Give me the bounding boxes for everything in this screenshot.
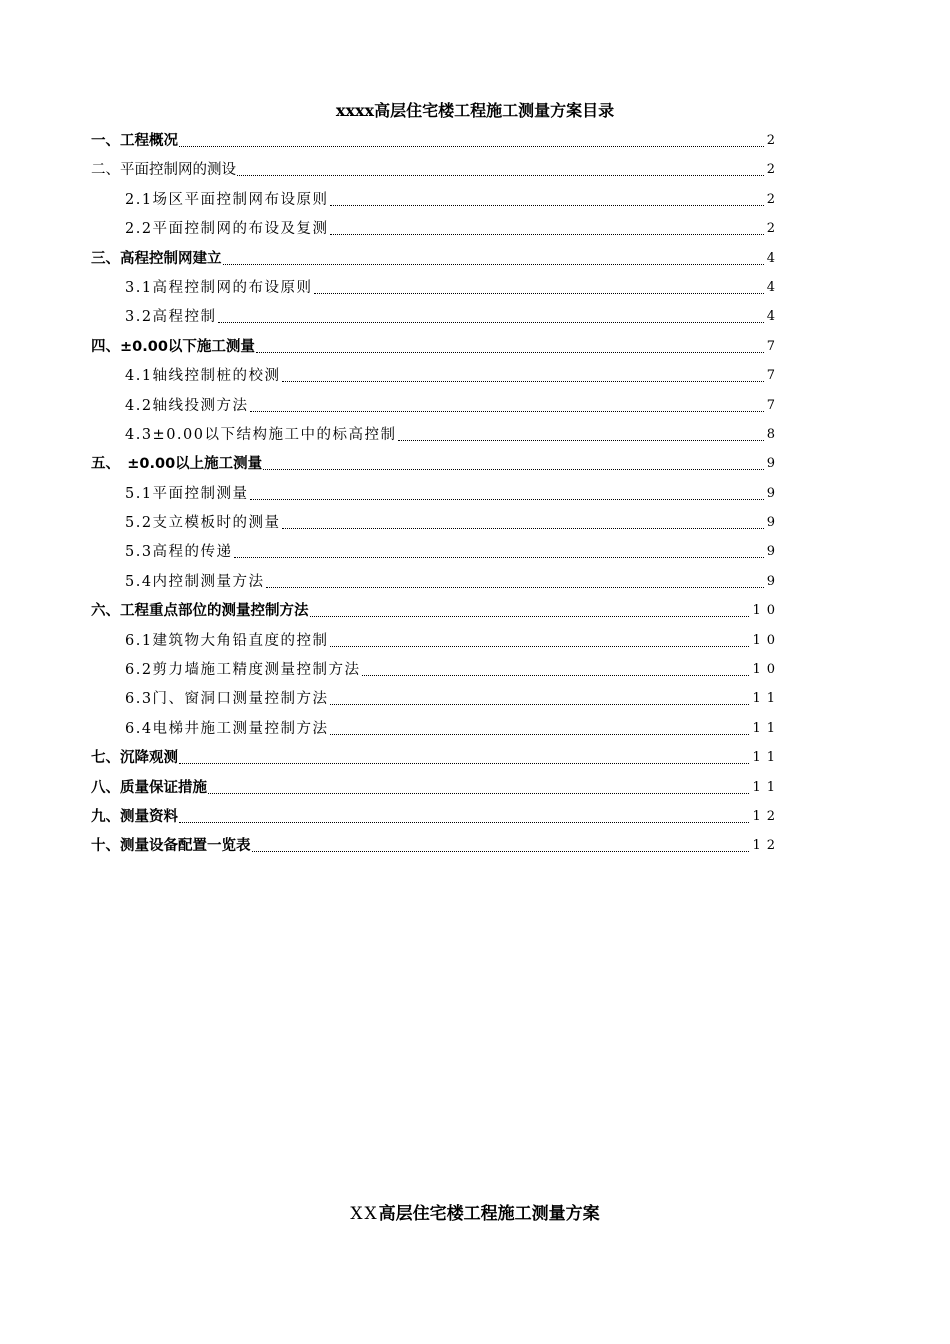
toc-entry-label: 4.3±0.00以下结构施工中的标高控制 [125, 426, 397, 443]
toc-entry-page-number: 7 [766, 338, 775, 354]
toc-entry[interactable] [0, 687, 950, 716]
toc-dot-leader [263, 469, 764, 470]
toc-entry[interactable] [0, 188, 950, 217]
toc-dot-leader [252, 851, 750, 852]
toc-dot-leader [330, 234, 764, 235]
toc-entry-page-number: 10 [752, 662, 781, 678]
toc-dot-leader [330, 734, 750, 735]
toc-entry-label: 八、质量保证措施 [91, 779, 207, 796]
toc-dot-leader [398, 440, 764, 441]
toc-dot-leader [282, 528, 764, 529]
toc-dot-leader [237, 175, 764, 176]
toc-entry-page-number: 7 [766, 397, 775, 413]
table-of-contents [0, 129, 950, 864]
toc-entry-label: 3.1高程控制网的布设原则 [125, 279, 313, 296]
toc-entry-label: 四、±0.00以下施工测量 [91, 338, 255, 355]
toc-entry-label: 一、工程概况 [91, 133, 178, 149]
toc-entry-page-number: 4 [766, 309, 775, 325]
toc-entry-page-number: 9 [766, 456, 775, 472]
toc-entry[interactable] [0, 158, 950, 187]
toc-dot-leader [179, 763, 749, 764]
toc-entry-label: 5.2支立模板时的测量 [125, 515, 281, 532]
toc-entry[interactable] [0, 247, 950, 276]
toc-entry[interactable] [0, 658, 950, 687]
toc-dot-leader [362, 675, 750, 676]
toc-entry-page-number: 2 [766, 221, 775, 237]
toc-entry-page-number: 7 [766, 368, 775, 384]
toc-dot-leader [179, 146, 764, 147]
toc-entry[interactable] [0, 776, 950, 805]
toc-dot-leader [250, 411, 764, 412]
toc-dot-leader [208, 793, 749, 794]
toc-entry-page-number: 8 [766, 426, 775, 442]
toc-dot-leader [310, 616, 750, 617]
toc-entry-page-number: 9 [766, 485, 775, 501]
toc-dot-leader [179, 822, 749, 823]
document-title-prefix: XX [350, 1204, 379, 1224]
toc-entry-page-number: 9 [766, 515, 775, 531]
toc-entry-page-number: 9 [766, 573, 775, 589]
toc-entry[interactable] [0, 805, 950, 834]
toc-entry-label: 5.1平面控制测量 [125, 485, 249, 502]
toc-entry[interactable] [0, 834, 950, 863]
toc-entry-label: 六、工程重点部位的测量控制方法 [91, 603, 309, 620]
toc-entry-label: 4.1轴线控制桩的校测 [125, 368, 281, 385]
toc-dot-leader [282, 381, 764, 382]
toc-dot-leader [223, 264, 764, 265]
toc-title: xxxx高层住宅楼工程施工测量方案目录 [335, 101, 615, 120]
toc-entry-label: 6.4电梯井施工测量控制方法 [125, 720, 329, 737]
toc-entry[interactable] [0, 482, 950, 511]
document-title-main: 高层住宅楼工程施工测量方案 [378, 1204, 600, 1224]
toc-dot-leader [256, 352, 764, 353]
toc-entry-page-number: 4 [766, 279, 775, 295]
document-title [0, 1202, 950, 1226]
toc-entry-label: 5.3高程的传递 [125, 544, 233, 561]
toc-entry[interactable] [0, 364, 950, 393]
toc-entry-page-number: 12 [752, 808, 781, 824]
toc-entry[interactable] [0, 129, 950, 158]
toc-entry[interactable] [0, 276, 950, 305]
toc-entry[interactable] [0, 423, 950, 452]
toc-entry-label: 二、平面控制网的测设 [91, 162, 236, 179]
toc-dot-leader [330, 646, 750, 647]
toc-dot-leader [330, 205, 764, 206]
toc-dot-leader [250, 499, 764, 500]
toc-entry-page-number: 10 [752, 632, 781, 648]
toc-entry-page-number: 2 [766, 133, 775, 148]
toc-entry-label: 6.3门、窗洞口测量控制方法 [125, 691, 329, 708]
toc-entry-label: 九、测量资料 [91, 808, 178, 825]
toc-entry-label: 2.2平面控制网的布设及复测 [125, 221, 329, 238]
toc-entry[interactable] [0, 335, 950, 364]
toc-entry-page-number: 4 [766, 250, 775, 266]
toc-entry-page-number: 12 [752, 838, 781, 854]
toc-entry-page-number: 10 [752, 603, 781, 619]
toc-entry-label: 5.4内控制测量方法 [125, 573, 265, 590]
toc-dot-leader [266, 587, 764, 588]
toc-entry-label: 三、高程控制网建立 [91, 250, 222, 267]
toc-entry-label: 6.2剪力墙施工精度测量控制方法 [125, 662, 361, 679]
toc-entry-label: 五、 ±0.00以上施工测量 [91, 456, 263, 473]
toc-entry-page-number: 11 [752, 720, 781, 736]
toc-entry[interactable] [0, 540, 950, 569]
toc-entry[interactable] [0, 717, 950, 746]
toc-entry-page-number: 2 [766, 162, 775, 178]
toc-entry[interactable] [0, 511, 950, 540]
toc-entry-label: 4.2轴线投测方法 [125, 397, 249, 414]
toc-entry[interactable] [0, 570, 950, 599]
toc-entry-page-number: 2 [766, 191, 775, 207]
toc-entry-page-number: 11 [752, 750, 781, 766]
toc-entry-page-number: 11 [752, 691, 781, 707]
toc-entry-label: 十、测量设备配置一览表 [91, 838, 251, 855]
toc-entry[interactable] [0, 746, 950, 775]
toc-dot-leader [234, 557, 764, 558]
toc-entry-label: 3.2高程控制 [125, 309, 217, 326]
toc-entry[interactable] [0, 629, 950, 658]
toc-entry[interactable] [0, 305, 950, 334]
toc-entry-label: 6.1建筑物大角铅直度的控制 [125, 632, 329, 649]
toc-entry[interactable] [0, 452, 950, 481]
toc-entry-page-number: 9 [766, 544, 775, 560]
toc-entry-label: 2.1场区平面控制网布设原则 [125, 191, 329, 208]
toc-entry-label: 七、沉降观测 [91, 750, 178, 767]
toc-dot-leader [314, 293, 764, 294]
toc-dot-leader [218, 322, 764, 323]
toc-entry[interactable] [0, 599, 950, 628]
toc-dot-leader [330, 704, 750, 705]
toc-entry[interactable] [0, 394, 950, 423]
toc-entry-page-number: 11 [752, 779, 781, 795]
toc-entry[interactable] [0, 217, 950, 246]
